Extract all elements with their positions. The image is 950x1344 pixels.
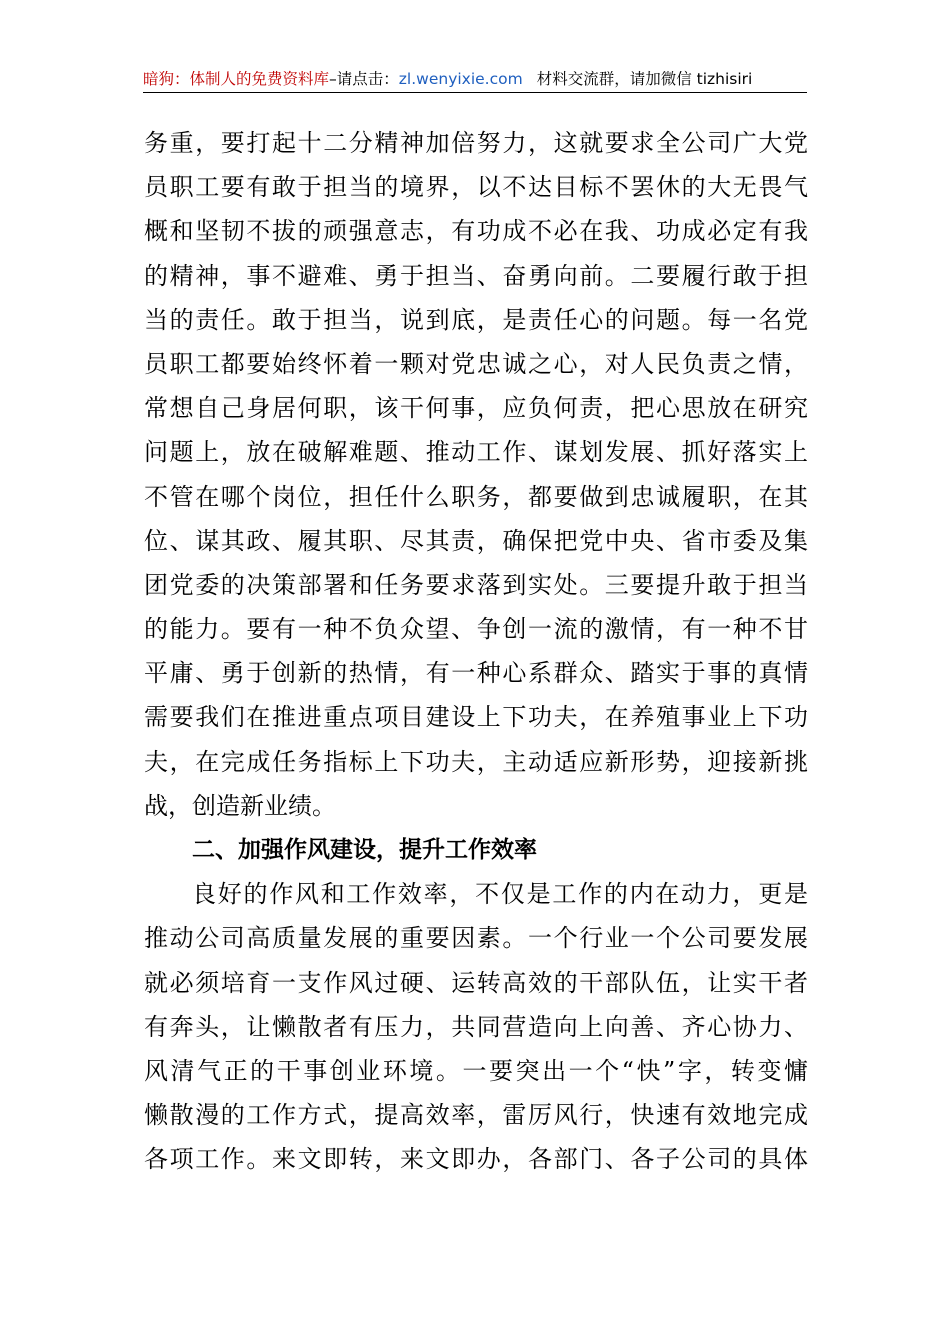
header-url-link[interactable]: zl.wenyixie.com [398,70,523,88]
text-line: 懒散漫的工作方式，提高效率，雷厉风行，快速有效地完成 [144,1101,808,1130]
text-line: 位、谋其政、履其职、尽其责，确保把党中央、省市委及集 [144,526,808,555]
text-line: 就必须培育一支作风过硬、运转高效的干部队伍，让实干者 [144,968,808,997]
text-line: 概和坚韧不拔的顽强意志，有功成不必在我、功成必定有我 [144,217,808,246]
header-click-text: –请点击： [329,70,399,88]
text-line: 问题上，放在破解难题、推动工作、谋划发展、抓好落实上 [144,438,808,467]
text-line: 平庸、勇于创新的热情，有一种心系群众、踏实于事的真情 [144,659,808,688]
header-wechat-text: 材料交流群，请加微信 tizhisiri [536,70,753,88]
section-heading: 二、加强作风建设，提升工作效率 [192,837,537,863]
text-line: 员职工都要始终怀着一颗对党忠诚之心，对人民负责之情， [144,349,808,378]
text-line: 团党委的决策部署和任务要求落到实处。三要提升敢于担当 [144,570,808,599]
text-line: 不管在哪个岗位，担任什么职务，都要做到忠诚履职，在其 [144,482,808,511]
text-line: 当的责任。敢于担当，说到底，是责任心的问题。每一名党 [144,305,808,334]
text-line: 员职工要有敢于担当的境界，以不达目标不罢休的大无畏气 [144,173,808,202]
text-line: 风清气正的干事创业环境。一要突出一个“快”字，转变慵 [144,1056,808,1085]
text-line: 的精神，事不避难、勇于担当、奋勇向前。二要履行敢于担 [144,261,808,290]
text-line: 常想自己身居何职，该干何事，应负何责，把心思放在研究 [144,394,808,423]
text-line: 务重，要打起十二分精神加倍努力，这就要求全公司广大党 [144,129,808,157]
text-line: 各项工作。来文即转，来文即办，各部门、各子公司的具体 [144,1145,808,1174]
text-line: 的能力。要有一种不负众望、争创一流的激情，有一种不甘 [144,615,808,644]
text-line: 夫，在完成任务指标上下功夫，主动适应新形势，迎接新挑 [144,747,808,776]
text-line: 战，创造新业绩。 [144,791,336,820]
text-line: 需要我们在推进重点项目建设上下功夫，在养殖事业上下功 [144,703,808,732]
header-site-title: 暗狗：体制人的免费资料库 [143,70,330,88]
document-body [144,121,808,1182]
text-line: 推动公司高质量发展的重要因素。一个行业一个公司要发展 [144,924,808,953]
page-header [143,66,807,93]
text-line: 良好的作风和工作效率，不仅是工作的内在动力，更是 [192,880,808,909]
text-line: 有奔头，让懒散者有压力，共同营造向上向善、齐心协力、 [144,1012,808,1041]
